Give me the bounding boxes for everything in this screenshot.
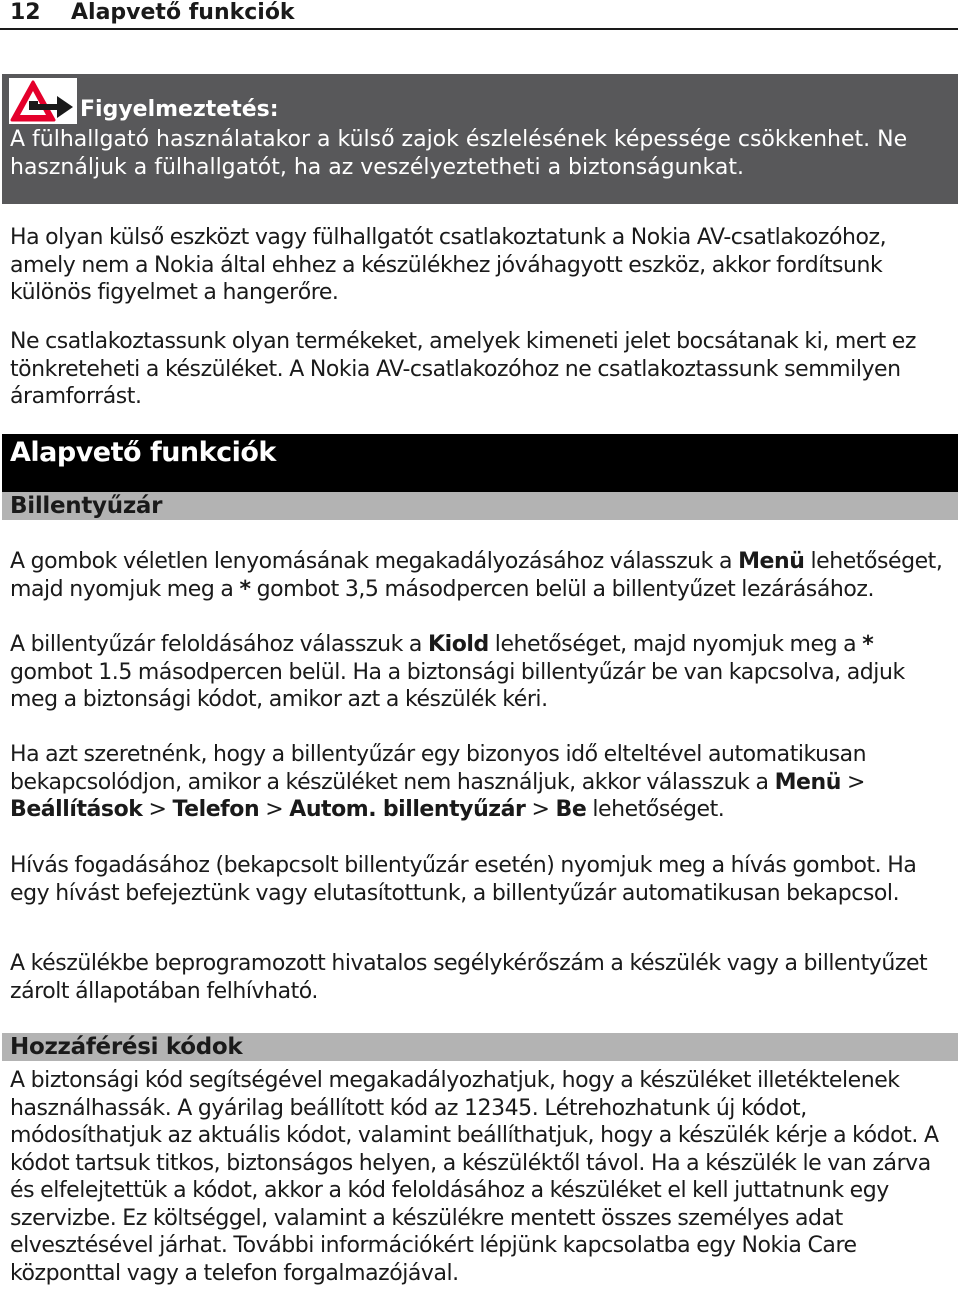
- phone-term: Telefon: [172, 797, 260, 822]
- header-title: Alapvető funkciók: [71, 0, 295, 25]
- keylock-paragraph-auto: [10, 741, 955, 824]
- subheading-keylock: [2, 492, 958, 520]
- keylock-paragraph-unlock: [10, 631, 955, 714]
- keylock-paragraph-calls: Hívás fogadásához (bekapcsolt billentyűzár esetén) nyomjuk meg a hívás gombot. Ha egy hívást befejeztünk vagy elutasítottunk, a billentyűzár automatikusan bekapcsol.: [10, 853, 917, 906]
- warning-text: A fülhallgató használatakor a külső zajok észlelésének képessége csökkenhet. Ne használjuk a fülhallgatót, ha az veszélyeztetheti a biztonságunkat.: [10, 127, 908, 180]
- intro-paragraph-power: Ne csatlakoztassunk olyan termékeket, amelyek kimeneti jelet bocsátanak ki, mert ez tönkreteheti a készüléket. A Nokia AV-csatlakozóhoz ne csatlakoztassunk semmilyen áramforrást.: [10, 329, 916, 409]
- path-separator: >: [840, 769, 865, 795]
- menu-term: Menü: [738, 549, 805, 574]
- keylock-paragraph-emergency: A készülékbe beprogramozott hivatalos segélykérőszám a készülék vagy a billentyűzet zárolt állapotában felhívható.: [10, 951, 928, 1004]
- section-title-bar: [2, 434, 958, 492]
- settings-term: Beállítások: [10, 797, 143, 822]
- subheading-keylock-label: Billentyűzár: [10, 493, 163, 519]
- warning-triangle-icon: [9, 78, 77, 124]
- warning-box: [2, 74, 958, 204]
- text-run: gombot 3,5 másodpercen belül a billentyűzet lezárásához.: [250, 576, 874, 602]
- path-separator: >: [142, 797, 173, 822]
- text-run: gombot 1.5 másodpercen belül. Ha a biztonsági billentyűzár be van kapcsolva, adjuk meg a biztonsági kódot, amikor azt a készülék kéri.: [10, 659, 905, 712]
- page-number: 12: [10, 0, 41, 25]
- text-run: Ha azt szeretnénk, hogy a billentyűzár egy bizonyos idő elteltével automatikusan bekapcsolódjon, amikor a készüléket nem használjuk, akkor válasszuk a: [10, 742, 867, 795]
- menu-term: Menü: [774, 769, 841, 795]
- text-run: lehetőséget, majd nyomjuk meg a: [10, 549, 943, 602]
- star-key-term: *: [239, 576, 251, 602]
- text-run: lehetőséget.: [586, 797, 725, 822]
- warning-heading: Figyelmeztetés:: [80, 97, 279, 122]
- section-title: Alapvető funkciók: [10, 437, 276, 468]
- text-run: A billentyűzár feloldásához válasszuk a: [10, 632, 428, 657]
- text-run: A gombok véletlen lenyomásának megakadályozásához válasszuk a: [10, 549, 739, 574]
- on-term: Be: [555, 797, 587, 822]
- star-key-term: *: [862, 632, 874, 657]
- subheading-access-codes-label: Hozzáférési kódok: [10, 1034, 243, 1060]
- text-run: lehetőséget, majd nyomjuk meg a: [488, 632, 863, 657]
- subheading-access-codes: [2, 1033, 958, 1061]
- access-codes-paragraph: A biztonsági kód segítségével megakadályozhatjuk, hogy a készüléket illetéktelenek használhassák. A gyárilag beállított kód az 12345. Létrehozhatunk új kódot, módosíthatjuk az aktuális kódot, valamint beállíthatjuk, hogy a készülék kérje a kódot. A kódot tartsuk titkos, biztonságos helyen, a készüléktől távol. Ha a készülék le van zárva és elfelejtettük a kódot, akkor a kód feloldásához a készüléket el kell juttatnunk egy szervizbe. Ez költséggel, valamint a készülékre mentett összes személyes adat elvesztésével járhat. További információkért lépjünk kapcsolatba egy Nokia Care központtal vagy a telefon forgalmazójával.: [10, 1068, 939, 1286]
- page-header: [0, 0, 958, 30]
- keylock-paragraph-lock: [10, 548, 955, 603]
- unlock-term: Kiold: [428, 632, 489, 657]
- path-separator: >: [525, 797, 556, 822]
- path-separator: >: [259, 797, 290, 822]
- intro-paragraph-volume: Ha olyan külső eszközt vagy fülhallgatót csatlakoztatunk a Nokia AV-csatlakozóhoz, amely nem a Nokia által ehhez a készülékhez jóváhagyott eszköz, akkor fordítsunk különös figyelmet a hangerőre.: [10, 225, 887, 305]
- auto-keylock-term: Autom. billentyűzár: [289, 797, 526, 822]
